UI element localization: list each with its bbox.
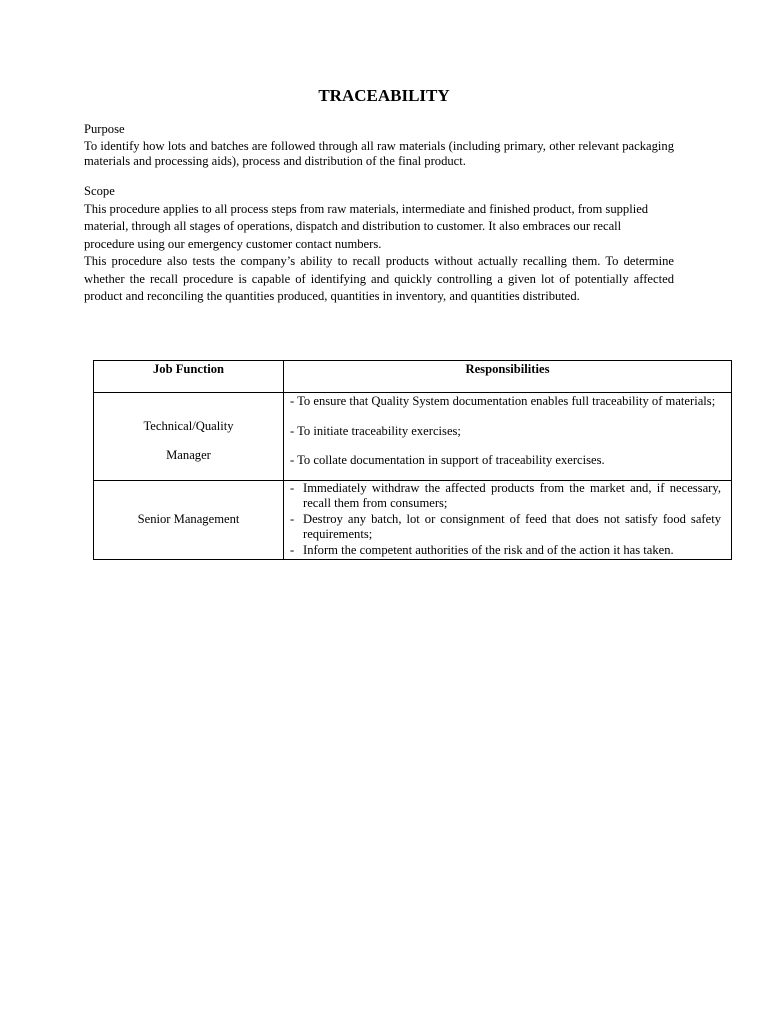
job-function-line: Manager [166, 448, 211, 463]
responsibility-list [290, 481, 721, 559]
job-function-cell: Senior Management [94, 480, 284, 559]
purpose-section [84, 121, 674, 170]
responsibilities-cell [284, 393, 732, 481]
header-responsibilities: Responsibilities [284, 361, 732, 393]
responsibility-item: - To initiate traceability exercises; [290, 423, 461, 438]
dash-bullet: - [290, 511, 295, 526]
job-function-cell [94, 393, 284, 481]
dash-bullet: - [290, 542, 295, 557]
page-title: TRACEABILITY [318, 86, 450, 105]
responsibility-item: - To ensure that Quality System documentation enables full traceability of materials; [290, 394, 716, 408]
responsibility-item [290, 481, 721, 512]
table-row [94, 480, 732, 559]
responsibility-item [290, 543, 721, 559]
purpose-text: To identify how lots and batches are followed through all raw materials (including primary, other relevant packaging materials and processing aids), process and distribution of the final product. [84, 138, 674, 168]
job-function-line: Technical/Quality [143, 418, 234, 433]
responsibility-text: Immediately withdraw the affected products from the market and, if necessary, recall them from consumers; [303, 480, 721, 510]
table-row [94, 393, 732, 481]
scope-section [84, 183, 674, 306]
scope-paragraph-2: This procedure also tests the company’s ability to recall products without actually recalling them. To determine whether the recall procedure is capable of identifying and quickly controlling a given lot of potentially affected product and reconciling the quantities produced, quantities in inventory, and quantities distributed. [84, 254, 674, 304]
responsibility-item: - To collate documentation in support of traceability exercises. [290, 453, 605, 467]
responsibility-item [290, 512, 721, 543]
table-header-row [94, 361, 732, 393]
header-job-function: Job Function [94, 361, 284, 393]
dash-bullet: - [290, 480, 295, 495]
purpose-heading: Purpose [84, 122, 125, 136]
responsibility-text: Destroy any batch, lot or consignment of feed that does not satisfy food safety requirements; [303, 511, 721, 541]
scope-heading: Scope [84, 184, 115, 198]
responsibilities-table [93, 360, 732, 560]
responsibilities-cell [284, 480, 732, 559]
responsibility-text: Inform the competent authorities of the risk and of the action it has taken. [303, 542, 674, 557]
scope-paragraph-1: This procedure applies to all process steps from raw materials, intermediate and finished product, from supplied material, through all stages of operations, dispatch and distribution to customer. It also embraces our recall procedure using our emergency customer contact numbers. [84, 201, 649, 251]
